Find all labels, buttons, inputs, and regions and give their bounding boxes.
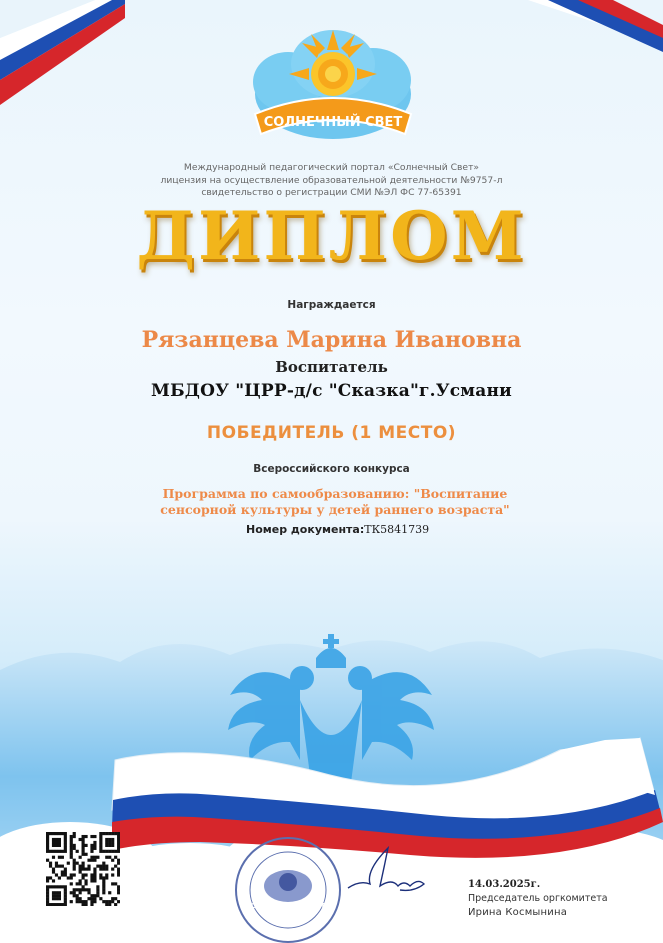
issue-date: 14.03.2025г. [468,879,541,890]
document-number-label: Номер документа: [246,523,365,536]
qr-code [46,832,120,906]
signer-role: Председатель оргкомитета [468,893,608,904]
flag-ribbon-top-right [528,0,663,70]
stamp-text: СОЛНЕЧНЫЙ СВЕТ [250,902,326,910]
recipient-name: Рязанцева Марина Ивановна [141,327,522,353]
recipient-position: Воспитатель [275,358,388,376]
signature [340,840,435,900]
signer-name: Ирина Космынина [468,907,568,918]
logo-text: СОЛНЕЧНЫЙ СВЕТ [263,115,403,130]
portal-info-line3: свидетельство о регистрации СМИ №ЭЛ ФС 77-65391 [201,187,462,198]
flag-ribbon-top-left [0,0,125,110]
organization-stamp [228,830,348,943]
document-number-line [246,523,429,536]
portal-info-line1: Международный педагогический портал «Солнечный Свет» [183,162,480,173]
award-place: ПОБЕДИТЕЛЬ (1 МЕСТО) [206,423,457,443]
document-number: ТК5841739 [364,523,430,536]
awarded-label: Награждается [287,299,376,311]
portal-info-line2: лицензия на осуществление образовательной деятельности №9757-л [160,174,503,186]
portal-info [0,162,663,200]
diploma-title: ДИПЛОМ [136,197,527,275]
portal-logo [243,22,423,152]
recipient-organization: МБДОУ "ЦРР-д/с "Сказка"г.Усмани [151,381,512,401]
contest-topic: Программа по самообразованию: "Воспитание сенсорной культуры у детей раннего возраста" [160,486,510,517]
contest-label: Всероссийского конкурса [253,463,410,475]
